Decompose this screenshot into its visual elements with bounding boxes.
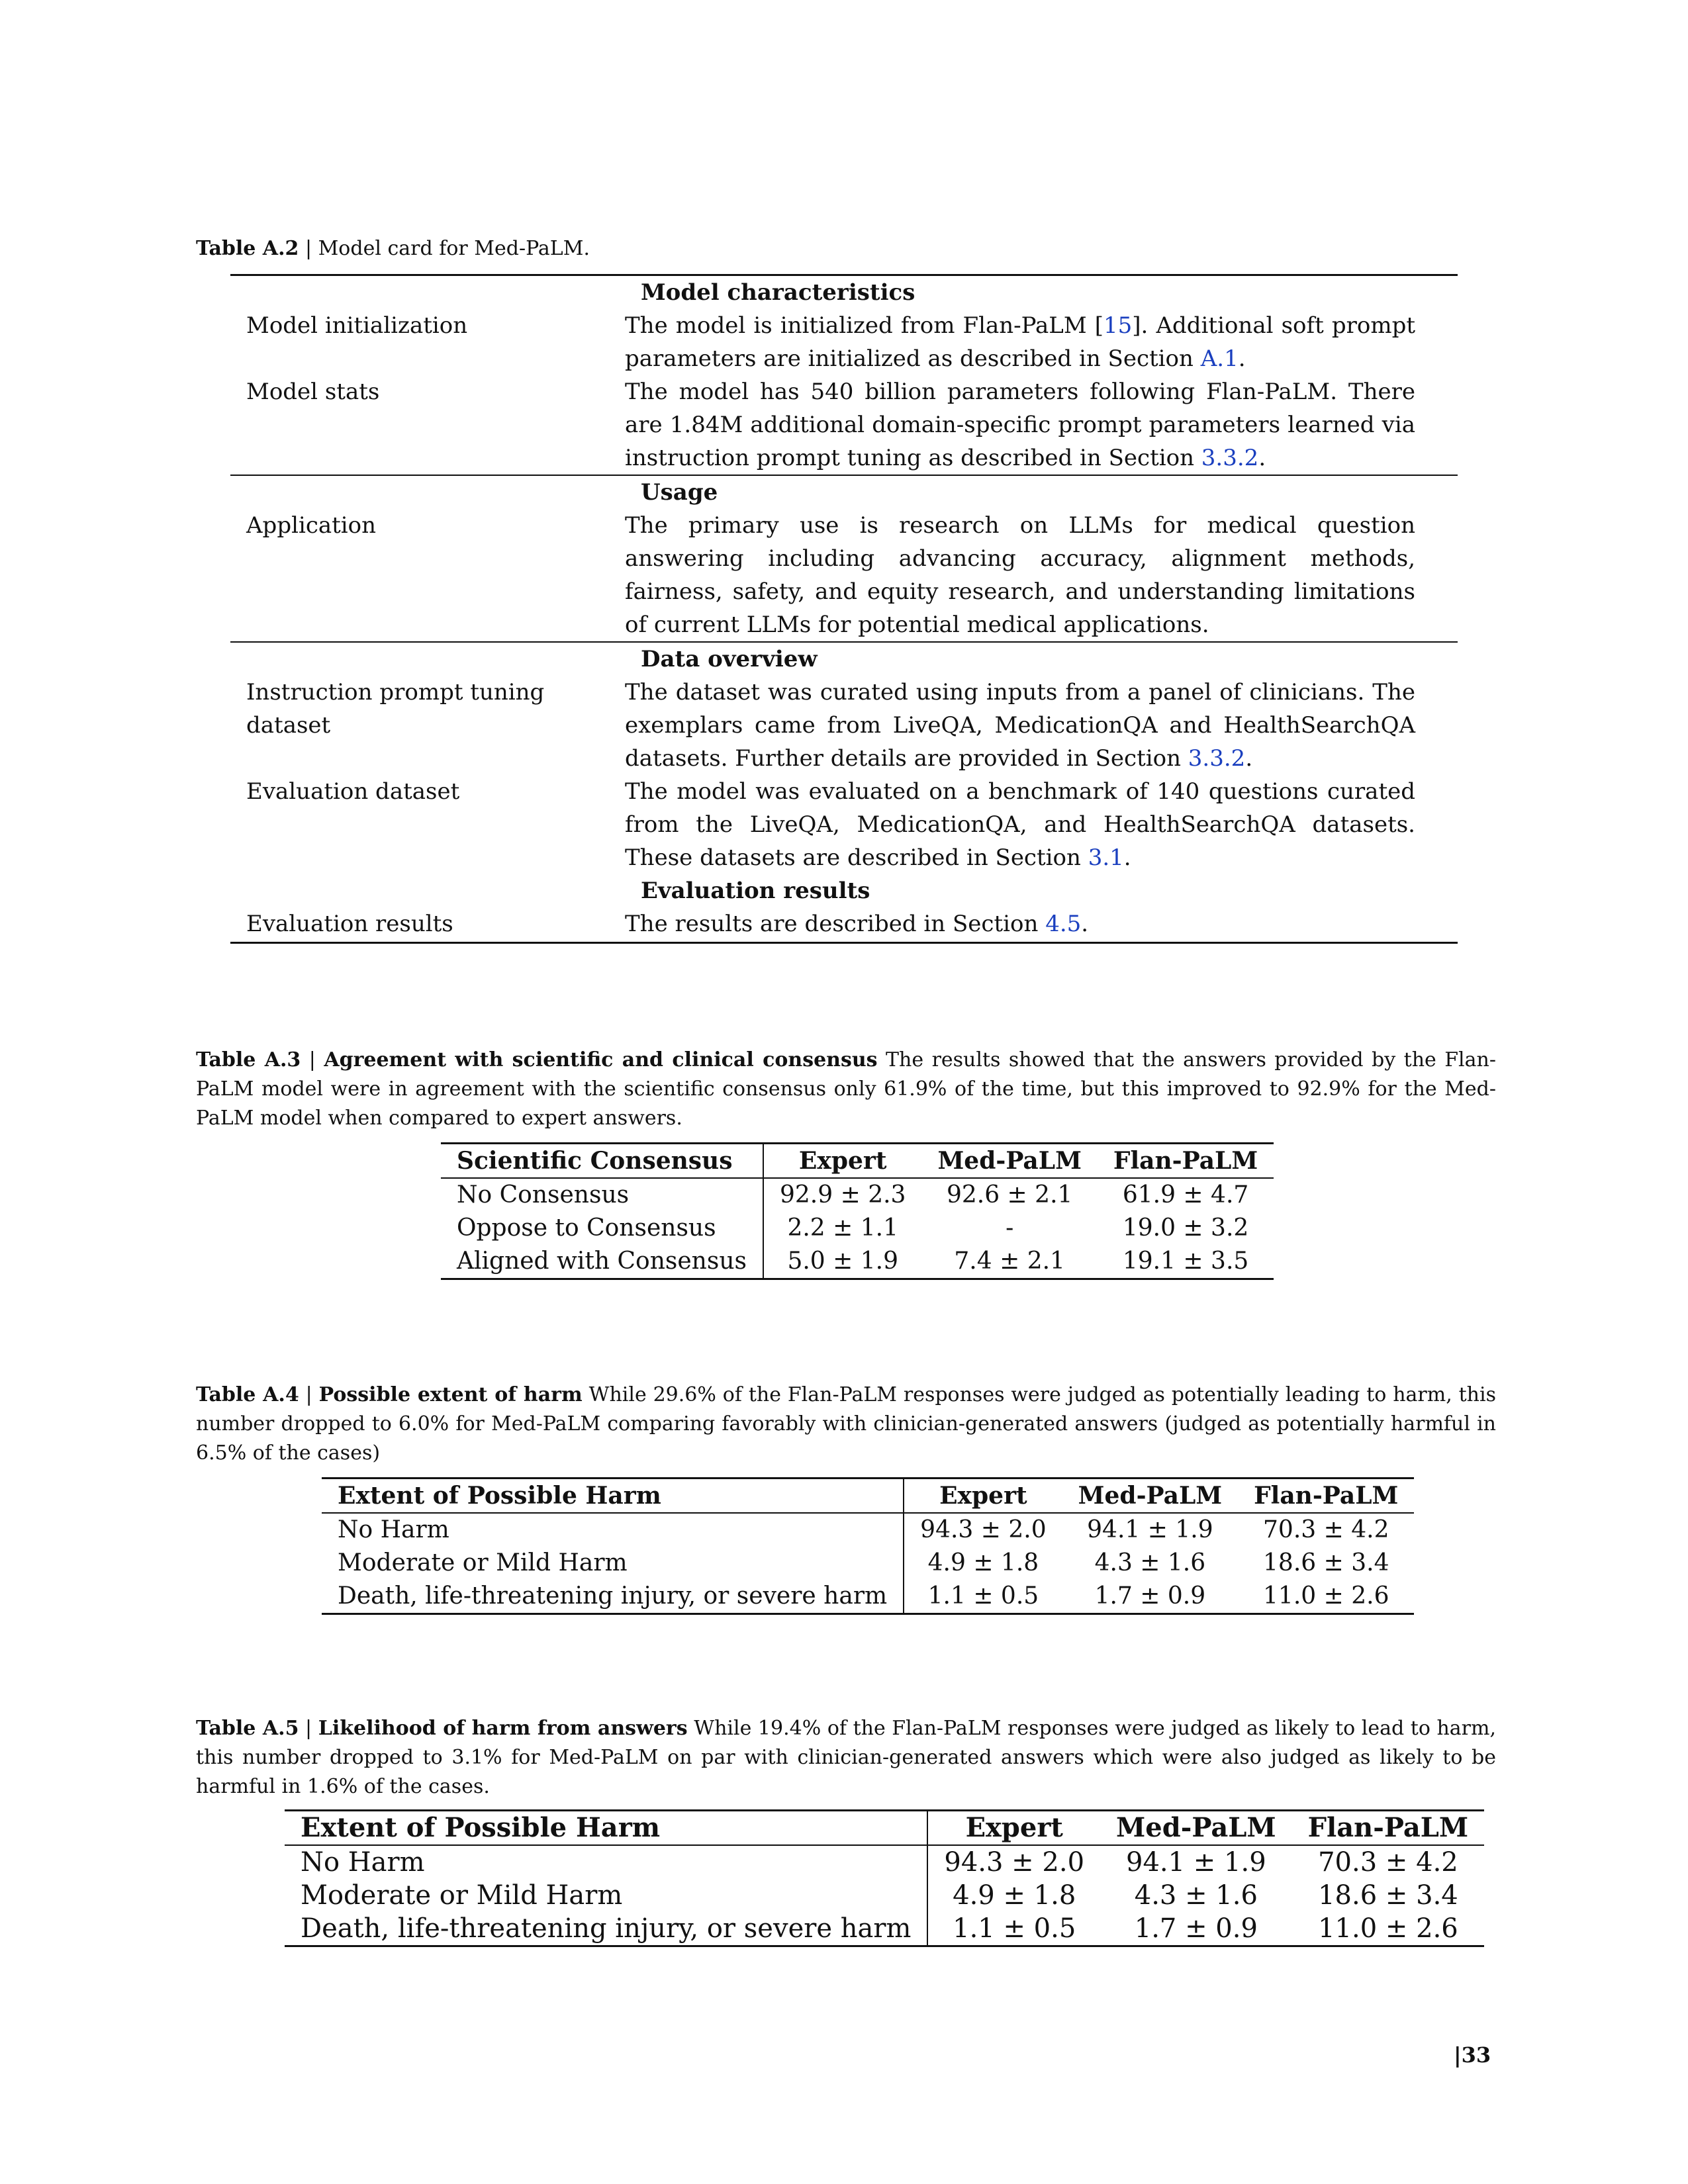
column-header: Expert [939,1482,1027,1510]
table-row [441,1212,1274,1245]
table-cell: 19.0 ± 3.2 [1122,1214,1249,1242]
table-cell: 94.1 ± 1.9 [1126,1847,1266,1878]
caption-separator: | [305,1717,312,1740]
row-label: Model stats [246,379,380,405]
table-a5-caption [196,1714,1496,1801]
row-label: Oppose to Consensus [441,1212,763,1245]
row-label: Evaluation results [246,911,453,937]
column-header: Extent of Possible Harm [285,1811,927,1846]
table-row [230,509,1458,641]
table-cell: 4.9 ± 1.8 [953,1880,1076,1911]
header-row [322,1479,1414,1514]
table-cell: 70.3 ± 4.2 [1263,1516,1389,1543]
table-row [230,775,1458,874]
table-cell: 92.6 ± 2.1 [946,1181,1073,1208]
table-a3-caption-text: The results showed that the answers provided by the Flan-PaLM model were in agreement with the scientific consensus only 61.9% of the time, but this improved to 92.9% for the Med-PaLM model when compared to expert answers. [196,1048,1496,1130]
table-cell: 70.3 ± 4.2 [1318,1847,1458,1878]
table-cell: 5.0 ± 1.9 [787,1248,898,1275]
section-link[interactable]: 4.5 [1045,911,1082,937]
table-a4-caption-text: While 29.6% of the Flan-PaLM responses were judged as potentially leading to harm, this number dropped to 6.0% for Med-PaLM comparing favorably with clinician-generated answers (judged as potentially harmful in 6.5% of the cases) [196,1383,1496,1465]
table-a5 [285,1809,1484,1947]
section-heading: Data overview [641,646,818,672]
table-cell: 11.0 ± 2.6 [1318,1913,1458,1944]
row-label: No Consensus [441,1178,763,1212]
table-a5-caption-text: While 19.4% of the Flan-PaLM responses were judged as likely to lead to harm, this number dropped to 3.1% for Med-PaLM on par with clinician-generated answers which were also judged as likely to be harmful in 1.6% of the cases. [196,1717,1496,1798]
table-cell: 18.6 ± 3.4 [1263,1549,1389,1576]
column-header: Med-PaLM [937,1147,1082,1175]
row-value: The primary use is research on LLMs for medical question answering including advancing accuracy, alignment methods, fairness, safety, and equity research, and understanding limitations of current LLMs for potential medical applications. [625,512,1415,638]
table-a3 [441,1142,1274,1280]
table-a3-title: Agreement with scientific and clinical consensus [324,1048,878,1071]
page-number: |33 [1454,2042,1491,2068]
table-cell: 2.2 ± 1.1 [787,1214,898,1242]
section-link[interactable]: 3.3.2 [1188,745,1246,772]
row-label: Aligned with Consensus [441,1245,763,1279]
header-row [285,1811,1484,1846]
table-a2-caption-text: Model card for Med-PaLM. [318,237,590,260]
row-label: Instruction prompt tuning dataset [246,679,545,739]
table-cell: 19.1 ± 3.5 [1122,1248,1249,1275]
table-cell: 1.7 ± 0.9 [1094,1582,1206,1610]
column-header: Med-PaLM [1078,1482,1223,1510]
row-label: Moderate or Mild Harm [322,1547,904,1580]
column-header: Expert [965,1812,1063,1843]
table-row [441,1178,1274,1212]
caption-separator: | [305,1383,312,1406]
row-label: Application [246,512,377,539]
table-row [230,309,1458,375]
table-cell: 94.3 ± 2.0 [944,1847,1085,1878]
row-label: No Harm [322,1513,904,1547]
table-cell: 1.1 ± 0.5 [927,1582,1039,1610]
caption-separator: | [305,237,312,260]
table-a2-label: Table A.2 [196,237,299,260]
section-heading: Usage [641,479,718,506]
row-label: Death, life-threatening injury, or severe harm [322,1580,904,1614]
row-value: The dataset was curated using inputs from a panel of clinicians. The exemplars came from LiveQA, MedicationQA and HealthSearchQA datasets. Further details are provided in Section 3.3.2. [625,679,1415,772]
table-cell: 1.7 ± 0.9 [1134,1913,1258,1944]
column-header: Flan-PaLM [1254,1482,1399,1510]
column-header: Flan-PaLM [1307,1812,1469,1843]
table-row [285,1845,1484,1879]
table-a2-caption [196,234,1496,263]
table-cell: 4.3 ± 1.6 [1094,1549,1206,1576]
section-heading: Evaluation results [641,878,870,904]
table-row [441,1245,1274,1279]
section-link[interactable]: A.1 [1200,345,1239,372]
row-value: The model is initialized from Flan-PaLM [15]. Additional soft prompt parameters are initialized as described in Section A.1. [625,312,1415,372]
caption-separator: | [308,1048,316,1071]
table-row [285,1912,1484,1946]
table-cell: - [1006,1214,1014,1242]
column-header: Scientific Consensus [441,1144,763,1179]
bottom-rule [230,942,1458,944]
column-header: Extent of Possible Harm [322,1479,904,1514]
section-link[interactable]: 3.3.2 [1201,445,1259,471]
column-header: Med-PaLM [1116,1812,1276,1843]
section-heading: Model characteristics [641,279,915,306]
table-a4-label: Table A.4 [196,1383,299,1406]
table-row [322,1513,1414,1547]
row-value: The model has 540 billion parameters following Flan-PaLM. There are 1.84M additional domain-specific prompt parameters learned via instruction prompt tuning as described in Section 3.3.2. [625,379,1415,471]
table-row [285,1879,1484,1912]
citation-link[interactable]: 15 [1103,312,1133,339]
row-value: The results are described in Section 4.5. [625,911,1089,937]
section-link[interactable]: 3.1 [1088,844,1124,871]
table-row [230,907,1458,940]
column-header: Expert [798,1147,887,1175]
table-cell: 61.9 ± 4.7 [1122,1181,1249,1208]
table-a4-title: Possible extent of harm [318,1383,583,1406]
table-a3-label: Table A.3 [196,1048,301,1071]
header-row [441,1144,1274,1179]
table-row [322,1547,1414,1580]
row-value: The model was evaluated on a benchmark of 140 questions curated from the LiveQA, MedicationQA, and HealthSearchQA datasets. These datasets are described in Section 3.1. [625,778,1415,871]
row-label: Moderate or Mild Harm [285,1879,927,1912]
table-cell: 92.9 ± 2.3 [779,1181,906,1208]
table-cell: 4.3 ± 1.6 [1134,1880,1258,1911]
table-cell: 4.9 ± 1.8 [927,1549,1039,1576]
table-cell: 1.1 ± 0.5 [953,1913,1076,1944]
table-cell: 94.1 ± 1.9 [1087,1516,1213,1543]
table-a4-caption [196,1381,1496,1468]
table-row [230,375,1458,475]
table-cell: 18.6 ± 3.4 [1318,1880,1458,1911]
table-a5-label: Table A.5 [196,1717,299,1740]
column-header: Flan-PaLM [1113,1147,1258,1175]
table-cell: 11.0 ± 2.6 [1263,1582,1389,1610]
table-row [322,1580,1414,1614]
row-label: Evaluation dataset [246,778,460,805]
row-label: Death, life-threatening injury, or severe harm [285,1912,927,1946]
table-a3-caption [196,1046,1496,1133]
row-label: No Harm [285,1845,927,1879]
table-cell: 7.4 ± 2.1 [954,1248,1065,1275]
model-card-table [230,274,1458,944]
table-row [230,676,1458,775]
row-label: Model initialization [246,312,468,339]
table-cell: 94.3 ± 2.0 [920,1516,1047,1543]
table-a5-title: Likelihood of harm from answers [318,1717,688,1740]
table-a4 [322,1477,1414,1615]
